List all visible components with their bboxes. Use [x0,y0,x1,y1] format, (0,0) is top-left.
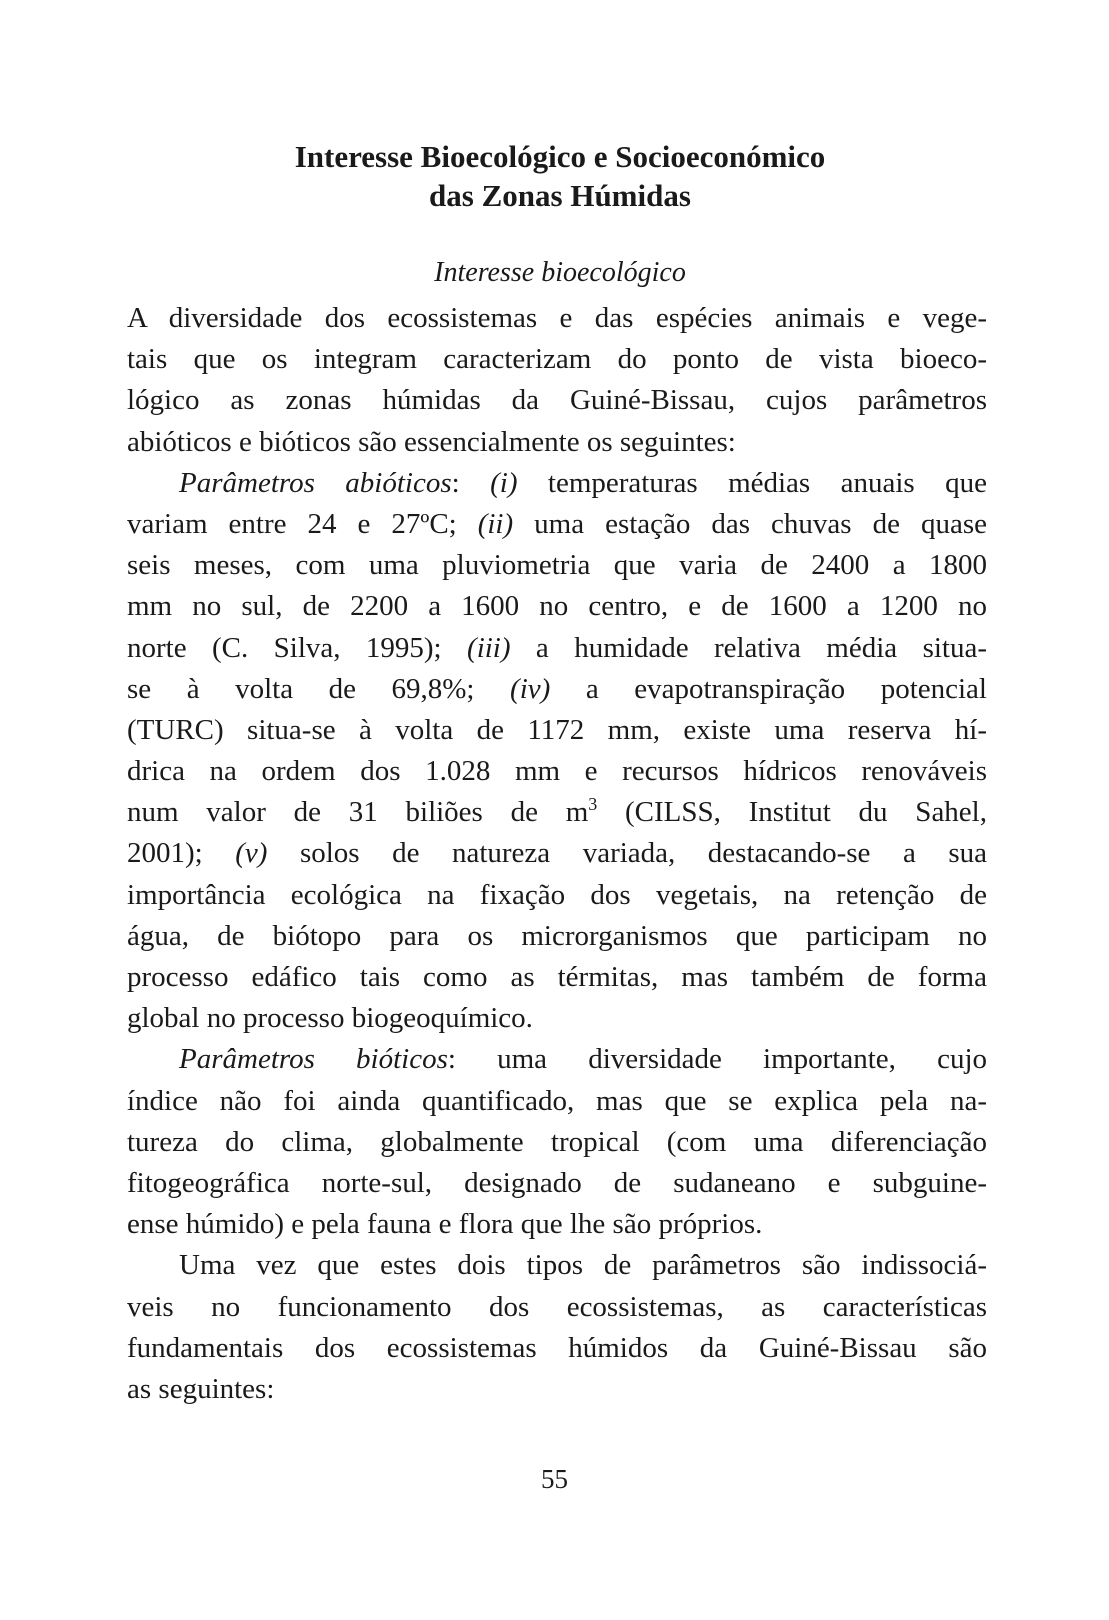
text-line [127,1081,987,1122]
text-line [127,1039,987,1080]
text-line [127,1369,987,1410]
text-line [127,833,987,874]
text-span: num valor de 31 biliões de m [127,796,589,829]
text-line [127,751,987,792]
text-line [127,1328,987,1369]
page-number: 55 [541,1464,568,1494]
text-span: Uma vez que estes dois tipos de parâmetros são indissociá- [179,1249,987,1282]
text-span: veis no funcionamento dos ecossistemas, as características [127,1290,987,1323]
section-heading: Interesse bioecológico [434,257,686,288]
italic-span: (iv) [510,672,551,705]
text-line [127,1122,987,1163]
text-line [127,1245,987,1286]
text-span: (CILSS, Institut du Sahel, [597,796,987,829]
text-span: ense húmido) e pela fauna e flora que lhe são próprios. [127,1208,763,1241]
text-span: fitogeográfica norte-sul, designado de sudaneano e subguine- [127,1166,987,1199]
text-span: importância ecológica na fixação dos vegetais, na retenção de [127,878,987,911]
text-span: a humidade relativa média situa- [510,631,987,664]
text-span: água, de biótopo para os microrganismos que participam no [127,919,987,952]
text-span: abióticos e bióticos são essencialmente os seguintes: [127,425,736,458]
text-span: a evapotranspiração potencial [550,672,987,705]
title-line-2: das Zonas Húmidas [429,178,691,213]
text-line [127,586,987,627]
body-text [127,298,987,1410]
text-line [127,957,987,998]
text-span: global no processo biogeoquímico. [127,1002,533,1035]
italic-span: (iii) [467,631,511,664]
text-line [127,710,987,751]
text-span: norte (C. Silva, 1995); [127,631,468,664]
text-line [127,504,987,545]
text-span: processo edáfico tais como as térmitas, mas também de forma [127,961,987,993]
text-line [127,998,987,1039]
text-span: as seguintes: [127,1372,275,1405]
text-span: (TURC) situa-se à volta de 1172 mm, existe uma reserva hí- [127,713,987,746]
text-span: tais que os integram caracterizam do ponto de vista bioeco- [127,343,987,376]
text-span: 2001); [127,837,236,870]
page-title [120,137,1000,215]
text-line [127,916,987,957]
text-line [127,628,987,669]
text-span: drica na ordem dos 1.028 mm e recursos hídricos renováveis [127,755,987,788]
text-span: se à volta de 69,8%; [127,672,511,705]
italic-span: (ii) [477,507,514,540]
text-line [127,1163,987,1204]
text-span: : uma diversidade importante, cujo [447,1043,988,1076]
text-span: variam entre 24 e 27ºC; [127,507,478,540]
italic-span: (i) [490,466,518,499]
text-line [127,463,987,504]
text-line [127,875,987,916]
text-line [127,1204,987,1245]
text-line [127,669,987,710]
text-span: índice não foi ainda quantificado, mas que se explica pela na- [127,1084,987,1117]
superscript: 3 [588,794,598,815]
text-line [127,422,987,463]
text-line [127,792,987,833]
text-line [127,380,987,421]
text-span: tureza do clima, globalmente tropical (com uma diferenciação [127,1125,987,1158]
title-line-1: Interesse Bioecológico e Socioeconómico [294,139,826,174]
italic-span: (v) [235,837,268,870]
text-line [127,545,987,586]
text-span: solos de natureza variada, destacando-se a sua [267,837,987,870]
text-line [127,339,987,380]
text-span: uma estação das chuvas de quase [513,507,987,540]
text-span: lógico as zonas húmidas da Guiné-Bissau, cujos parâmetros [127,384,987,417]
italic-span: Parâmetros abióticos [179,466,452,499]
italic-span: Parâmetros bióticos [179,1043,448,1076]
text-span: A diversidade dos ecossistemas e das espécies animais e vege- [127,302,987,334]
text-span: fundamentais dos ecossistemas húmidos da Guiné-Bissau são [127,1331,987,1364]
text-span: mm no sul, de 2200 a 1600 no centro, e de 1600 a 1200 no [127,590,987,623]
text-span: seis meses, com uma pluviometria que varia de 2400 a 1800 [127,549,987,582]
text-span: : [451,466,491,499]
text-span: temperaturas médias anuais que [517,466,988,499]
text-line [127,1287,987,1328]
text-line [127,298,987,339]
